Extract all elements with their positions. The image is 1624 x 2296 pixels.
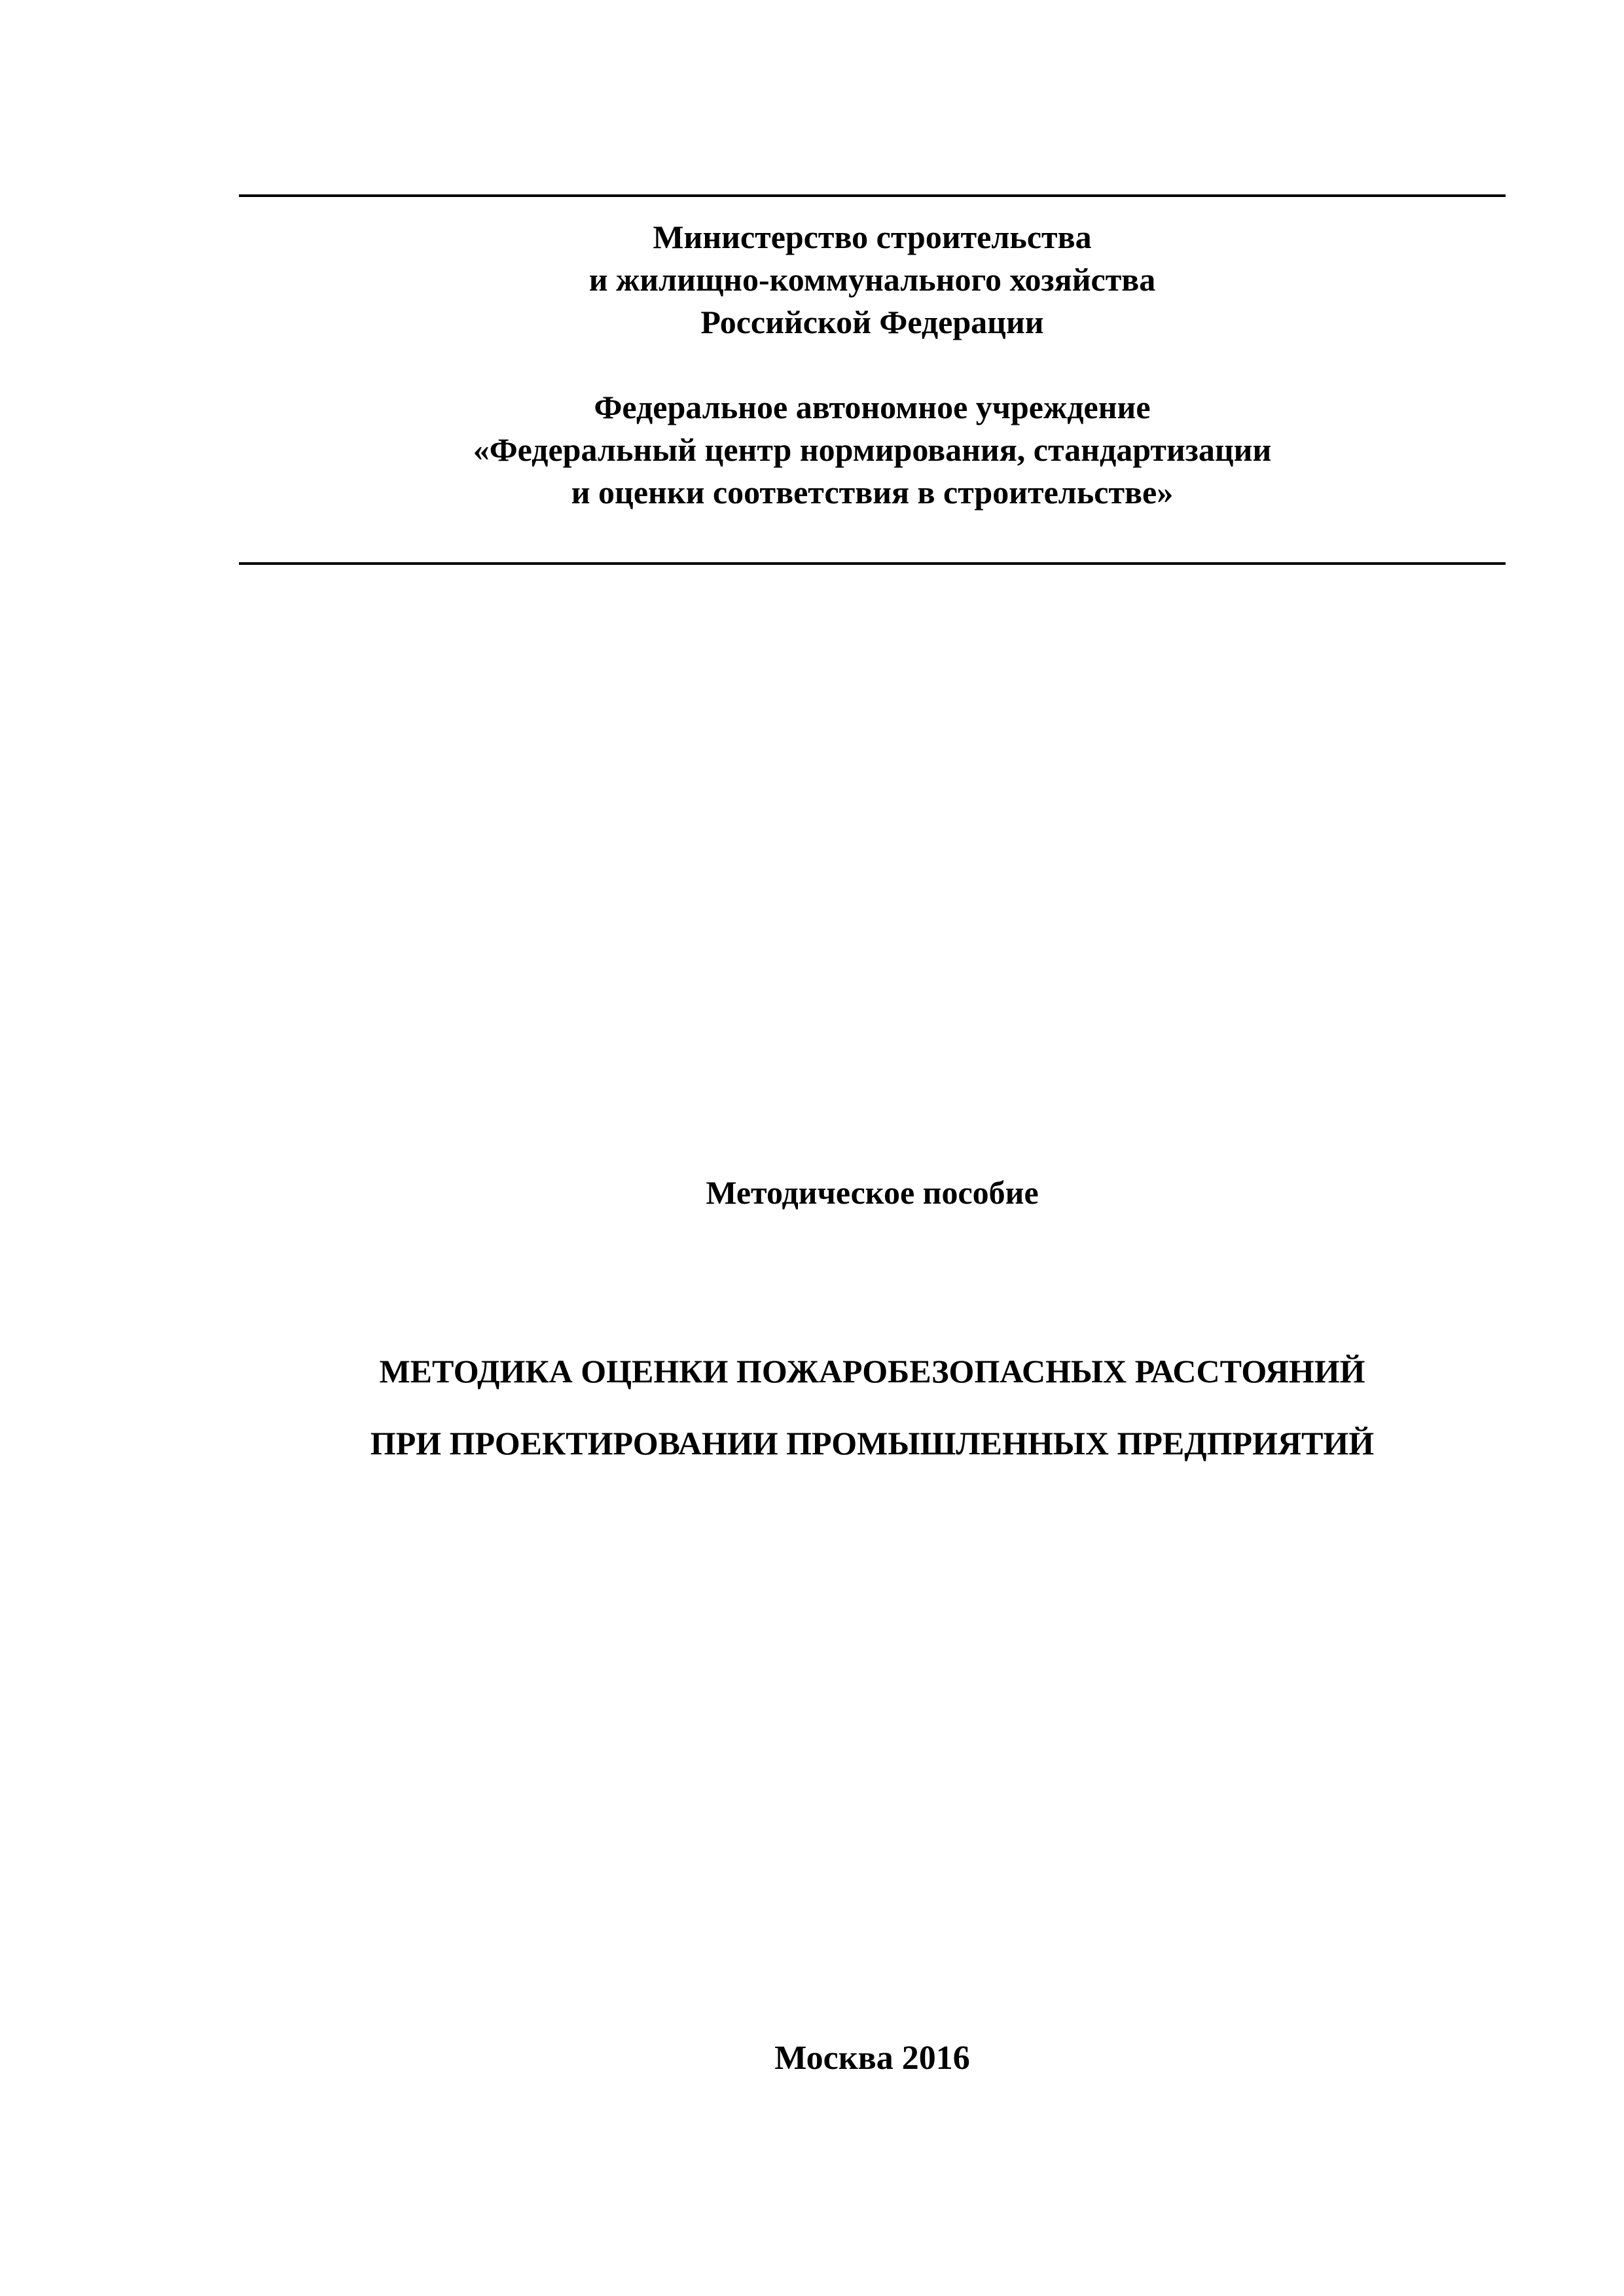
institution-line-2: «Федеральный центр нормирования, стандартизации xyxy=(473,431,1272,468)
institution-line-1: Федеральное автономное учреждение xyxy=(594,389,1151,425)
document-title-line-1: МЕТОДИКА ОЦЕНКИ ПОЖАРОБЕЗОПАСНЫХ РАССТОЯНИЙ xyxy=(379,1353,1365,1390)
document-type-text: Методическое пособие xyxy=(706,1174,1039,1211)
ministry-line-1: Министерство строительства xyxy=(653,219,1092,255)
place-year-text: Москва 2016 xyxy=(774,2039,970,2077)
document-title-line-2: ПРИ ПРОЕКТИРОВАНИИ ПРОМЫШЛЕННЫХ ПРЕДПРИЯТИЙ xyxy=(370,1425,1375,1462)
institution-line-3: и оценки соответствия в строительстве» xyxy=(571,474,1174,511)
ministry-line-3: Российской Федерации xyxy=(700,304,1044,340)
header-gap xyxy=(239,344,1506,386)
document-title xyxy=(239,1335,1506,1479)
issuer-header xyxy=(239,216,1506,514)
ministry-line-2: и жилищно-коммунального хозяйства xyxy=(588,261,1156,298)
bottom-divider xyxy=(239,562,1506,565)
place-and-year xyxy=(239,2037,1506,2080)
top-divider xyxy=(239,194,1506,197)
document-type xyxy=(239,1172,1506,1214)
